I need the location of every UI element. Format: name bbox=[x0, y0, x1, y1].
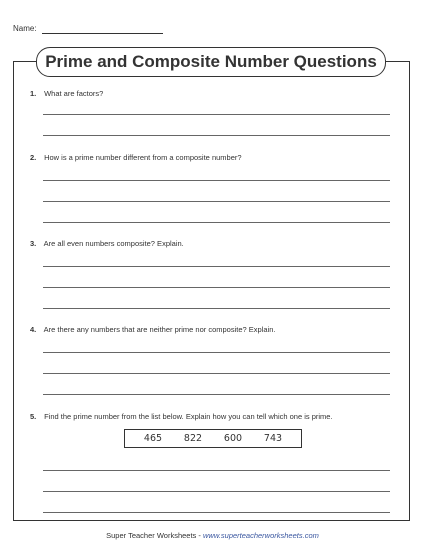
page-title: Prime and Composite Number Questions bbox=[45, 52, 377, 71]
question-3 bbox=[30, 239, 184, 248]
name-label: Name: bbox=[13, 24, 37, 33]
answer-line[interactable] bbox=[43, 287, 390, 288]
number-option: 743 bbox=[263, 433, 283, 444]
question-2 bbox=[30, 153, 242, 162]
question-text: How is a prime number different from a composite number? bbox=[44, 153, 242, 162]
number-list-box bbox=[124, 429, 302, 448]
worksheet-frame bbox=[13, 61, 410, 521]
question-number: 5. bbox=[30, 412, 37, 421]
question-text: Are there any numbers that are neither prime nor composite? Explain. bbox=[43, 325, 276, 334]
name-field-line[interactable] bbox=[42, 33, 163, 34]
question-number: 3. bbox=[30, 239, 37, 248]
number-option: 600 bbox=[223, 433, 243, 444]
footer-url[interactable]: www.superteacherworksheets.com bbox=[202, 531, 319, 540]
answer-line[interactable] bbox=[43, 512, 390, 513]
answer-line[interactable] bbox=[43, 135, 390, 136]
question-text: What are factors? bbox=[44, 89, 104, 98]
answer-line[interactable] bbox=[43, 180, 390, 181]
answer-line[interactable] bbox=[43, 201, 390, 202]
title-banner bbox=[36, 47, 386, 77]
answer-line[interactable] bbox=[43, 394, 390, 395]
answer-line[interactable] bbox=[43, 308, 390, 309]
question-text: Are all even numbers composite? Explain. bbox=[43, 239, 184, 248]
question-number: 1. bbox=[30, 89, 37, 98]
answer-line[interactable] bbox=[43, 491, 390, 492]
footer-brand: Super Teacher Worksheets - bbox=[106, 531, 203, 540]
answer-line[interactable] bbox=[43, 373, 390, 374]
answer-line[interactable] bbox=[43, 114, 390, 115]
question-1 bbox=[30, 89, 103, 98]
question-text: Find the prime number from the list below. Explain how you can tell which one is prime. bbox=[44, 412, 333, 421]
footer bbox=[0, 531, 425, 540]
number-option: 822 bbox=[183, 433, 203, 444]
answer-line[interactable] bbox=[43, 352, 390, 353]
question-4 bbox=[30, 325, 275, 334]
question-5 bbox=[30, 412, 333, 421]
question-number: 2. bbox=[30, 153, 37, 162]
answer-line[interactable] bbox=[43, 470, 390, 471]
answer-line[interactable] bbox=[43, 266, 390, 267]
question-number: 4. bbox=[30, 325, 37, 334]
number-option: 465 bbox=[143, 433, 163, 444]
answer-line[interactable] bbox=[43, 222, 390, 223]
